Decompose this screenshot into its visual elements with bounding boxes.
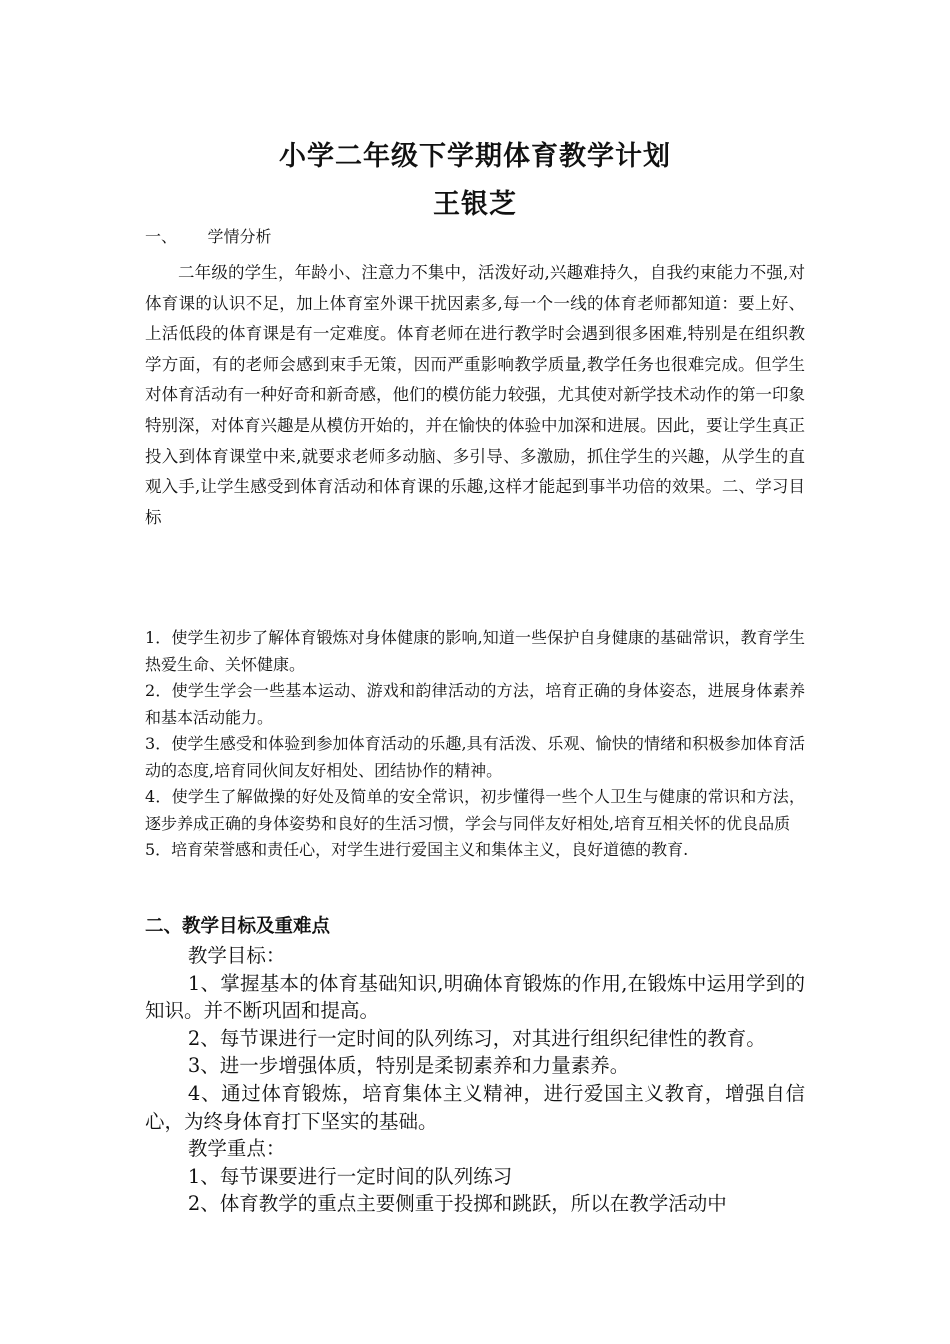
section-1-paragraph: 二年级的学生，年龄小、注意力不集中，活泼好动,兴趣难持久，自我约束能力不强,对体育课的认识不足，加上体育室外课干扰因素多,每一个一线的体育老师都知道：要上好、上活低段的体育课是有一定难度。体育老师在进行教学时会遇到很多困难,特别是在组织教学方面，有的老师会感到束手无策，因而严重影响教学质量,教学任务也很难完成。但学生对体育活动有一种好奇和新奇感，他们的模仿能力较强，尤其使对新学技术动作的第一印象特别深，对体育兴趣是从模仿开始的，并在愉快的体验中加深和进展。因此，要让学生真正投入到体育课堂中来,就要求老师多动脑、多引导、多激励，抓住学生的兴趣，从学生的直观入手,让学生感受到体育活动和体育课的乐趣,这样才能起到事半功倍的效果。二、学习目标 [145, 263, 805, 527]
objective-item: 3、进一步增强体质，特别是柔韧素养和力量素养。 [187, 1054, 630, 1078]
goal-item: 5．培育荣誉感和责任心，对学生进行爱国主义和集体主义，良好道德的教育. [145, 840, 689, 859]
objective-item: 4、通过体育锻炼，培育集体主义精神，进行爱国主义教育，增强自信心，为终身体育打下坚实的基础。 [145, 1081, 805, 1133]
goal-item: 1．使学生初步了解体育锻炼对身体健康的影响,知道一些保护自身健康的基础常识，教育学生热爱生命、关怀健康。 [145, 628, 805, 674]
keypoint-item: 2、体育教学的重点主要侧重于投掷和跳跃，所以在教学活动中 [187, 1192, 727, 1216]
learning-goals-list [145, 625, 805, 864]
objective-item: 2、每节课进行一定时间的队列练习，对其进行组织纪律性的教育。 [187, 1026, 766, 1050]
objectives-label: 教学目标： [187, 944, 286, 967]
document-author: 王银芝 [433, 189, 517, 220]
section-2-heading: 二、教学目标及重难点 [145, 916, 331, 937]
goal-item: 2．使学生学会一些基本运动、游戏和韵律活动的方法，培育正确的身体姿态，进展身体素养和基本活动能力。 [145, 681, 805, 727]
keypoint-item: 1、每节课要进行一定时间的队列练习 [187, 1164, 513, 1188]
section-1-heading: 一、 学情分析 [145, 227, 272, 246]
document-title: 小学二年级下学期体育教学计划 [279, 141, 671, 172]
goal-item: 3．使学生感受和体验到参加体育活动的乐趣,具有活泼、乐观、愉快的情绪和积极参加体育活动的态度,培育同伙间友好相处、团结协作的精神。 [145, 734, 805, 780]
goal-item: 4．使学生了解做操的好处及简单的安全常识，初步懂得一些个人卫生与健康的常识和方法，逐步养成正确的身体姿势和良好的生活习惯，学会与同伴友好相处,培育互相关怀的优良品质 [145, 787, 805, 833]
section-2-body [145, 942, 805, 1218]
keypoints-label: 教学重点： [187, 1137, 286, 1161]
objective-item: 1、掌握基本的体育基础知识,明确体育锻炼的作用,在锻炼中运用学到的知识。并不断巩固和提高。 [145, 971, 805, 1023]
